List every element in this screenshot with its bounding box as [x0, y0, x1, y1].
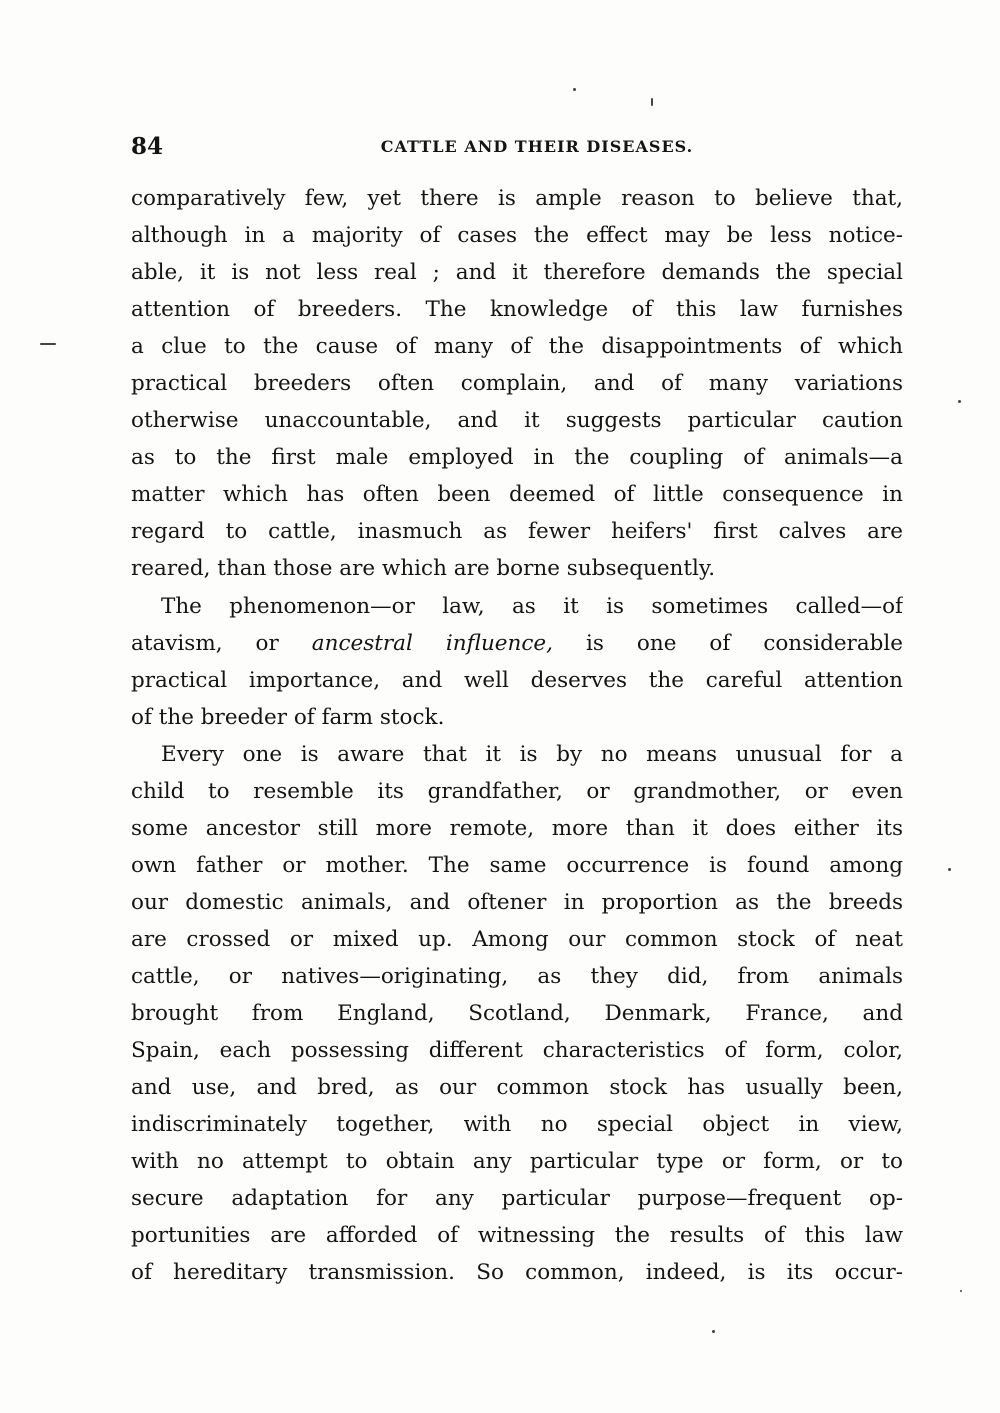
text-line: matter which has often been deemed of little consequence in	[131, 482, 903, 508]
text-line: although in a majority of cases the effect may be less notice-	[131, 223, 903, 249]
text-line: child to resemble its grandfather, or grandmother, or even	[131, 778, 903, 804]
text-line: regard to cattle, inasmuch as fewer heifers' first calves are	[131, 519, 903, 545]
page-header	[131, 133, 903, 163]
running-head: CATTLE AND THEIR DISEASES.	[380, 137, 694, 156]
text-line: The phenomenon—or law, as it is sometimes called—of	[161, 593, 903, 619]
text-line: own father or mother. The same occurrence is found among	[131, 852, 903, 878]
text-line: our domestic animals, and oftener in proportion as the breeds	[131, 889, 903, 915]
text-line: cattle, or natives—originating, as they did, from animals	[131, 963, 903, 989]
scan-speck	[40, 343, 56, 345]
text-line: as to the first male employed in the coupling of animals—a	[131, 445, 903, 471]
text-fragment: is one of considerable	[585, 630, 903, 656]
text-fragment: atavism, or	[131, 630, 279, 656]
text-line: of the breeder of farm stock.	[131, 704, 445, 730]
text-line: reared, than those are which are borne subsequently.	[131, 556, 716, 582]
text-line: are crossed or mixed up. Among our common stock of neat	[131, 926, 903, 952]
scan-speck	[651, 98, 653, 106]
scan-speck	[958, 400, 961, 403]
page-number: 84	[131, 133, 164, 160]
text-line: brought from England, Scotland, Denmark, France, and	[131, 1001, 903, 1027]
text-line: a clue to the cause of many of the disappointments of which	[131, 334, 903, 360]
text-line: with no attempt to obtain any particular type or form, or to	[131, 1149, 903, 1175]
text-line: practical importance, and well deserves the careful attention	[131, 667, 903, 693]
scan-speck	[948, 868, 951, 871]
text-line: indiscriminately together, with no special object in view,	[131, 1112, 903, 1138]
text-line: attention of breeders. The knowledge of this law furnishes	[131, 297, 903, 323]
body-text	[131, 180, 903, 1291]
text-line-mixed	[131, 625, 903, 662]
text-line: able, it is not less real ; and it therefore demands the special	[131, 260, 903, 286]
text-line: Every one is aware that it is by no means unusual for a	[161, 741, 903, 767]
italic-phrase: ancestral influence,	[311, 630, 553, 656]
text-line: comparatively few, yet there is ample reason to believe that,	[131, 186, 903, 211]
text-line: Spain, each possessing different characteristics of form, color,	[131, 1038, 903, 1064]
text-line: and use, and bred, as our common stock has usually been,	[131, 1075, 903, 1101]
text-line: practical breeders often complain, and of many variations	[131, 371, 903, 397]
text-line: secure adaptation for any particular purpose—frequent op-	[131, 1186, 903, 1212]
scan-speck	[573, 88, 576, 91]
text-line: of hereditary transmission. So common, indeed, is its occur-	[131, 1260, 903, 1286]
text-line: portunities are afforded of witnessing the results of this law	[131, 1223, 903, 1249]
text-line: some ancestor still more remote, more than it does either its	[131, 815, 903, 841]
scan-speck	[960, 1290, 962, 1292]
scan-speck	[712, 1330, 715, 1333]
text-line: otherwise unaccountable, and it suggests particular caution	[131, 408, 903, 434]
